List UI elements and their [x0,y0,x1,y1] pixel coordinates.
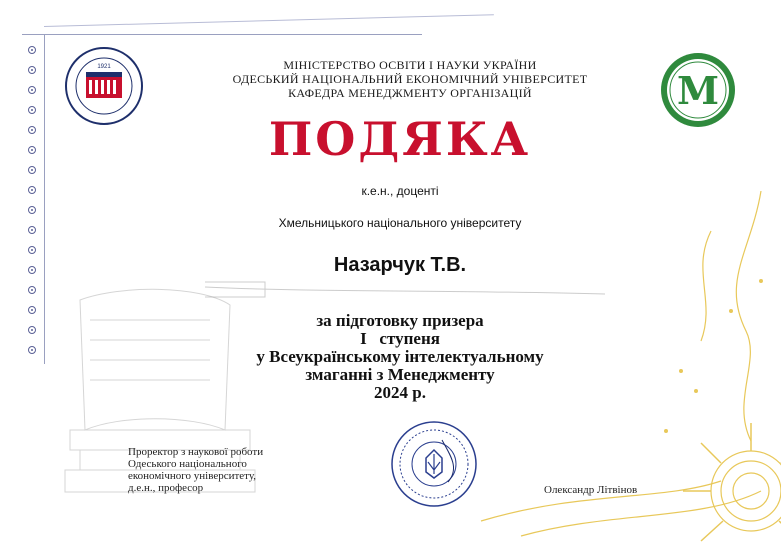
signer-line-4: д.е.н., професор [128,482,204,494]
frame-dot [28,286,36,294]
m-letter-logo [660,52,736,128]
official-seal-stamp [390,420,478,508]
signer-name: Олександр Літвінов [544,484,638,496]
signer-title [128,446,263,494]
frame-dot [28,106,36,114]
frame-dot [28,126,36,134]
frame-dot [28,246,36,254]
certificate-title: ПОДЯКА [268,112,532,166]
frame-dot [28,46,36,54]
logo-year: 1921 [97,64,111,70]
reason-line-2: І ступеня [360,329,440,348]
university-line: ОДЕСЬКИЙ НАЦІОНАЛЬНИЙ ЕКОНОМІЧНИЙ УНІВЕРСИТЕТ [232,72,588,86]
award-reason [160,312,640,402]
frame-dot [28,146,36,154]
reason-line-1: за підготовку призера [316,311,484,330]
frame-dot [28,206,36,214]
frame-left-border [22,34,45,364]
frame-dot [28,86,36,94]
frame-dot [28,306,36,314]
frame-dot [28,346,36,354]
ministry-line: МІНІСТЕРСТВО ОСВІТИ І НАУКИ УКРАЇНИ [283,58,537,72]
reason-line-5: 2024 р. [374,383,426,402]
frame-dot [28,66,36,74]
recipient-name: Назарчук Т.В. [333,254,467,276]
frame-dot [28,186,36,194]
frame-dot [28,266,36,274]
signer-line-2: Одеського національного [128,458,247,470]
signer-line-3: економічного університету, [128,470,256,482]
recipient-university: Хмельницького національного університету [278,216,522,230]
reason-line-4: змаганні з Менеджменту [305,365,495,384]
logo-letter: М [676,68,720,113]
department-line: КАФЕДРА МЕНЕДЖМЕНТУ ОРГАНІЗАЦІЙ [288,86,532,100]
recipient-degree: к.е.н., доценті [361,184,439,198]
institution-header [220,58,600,100]
signer-line-1: Проректор з наукової роботи [128,446,264,458]
frame-dot [28,166,36,174]
frame-dot [28,226,36,234]
university-emblem-logo [64,46,144,126]
frame-dot [28,326,36,334]
reason-line-3: у Всеукраїнському інтелектуальному [256,347,544,366]
